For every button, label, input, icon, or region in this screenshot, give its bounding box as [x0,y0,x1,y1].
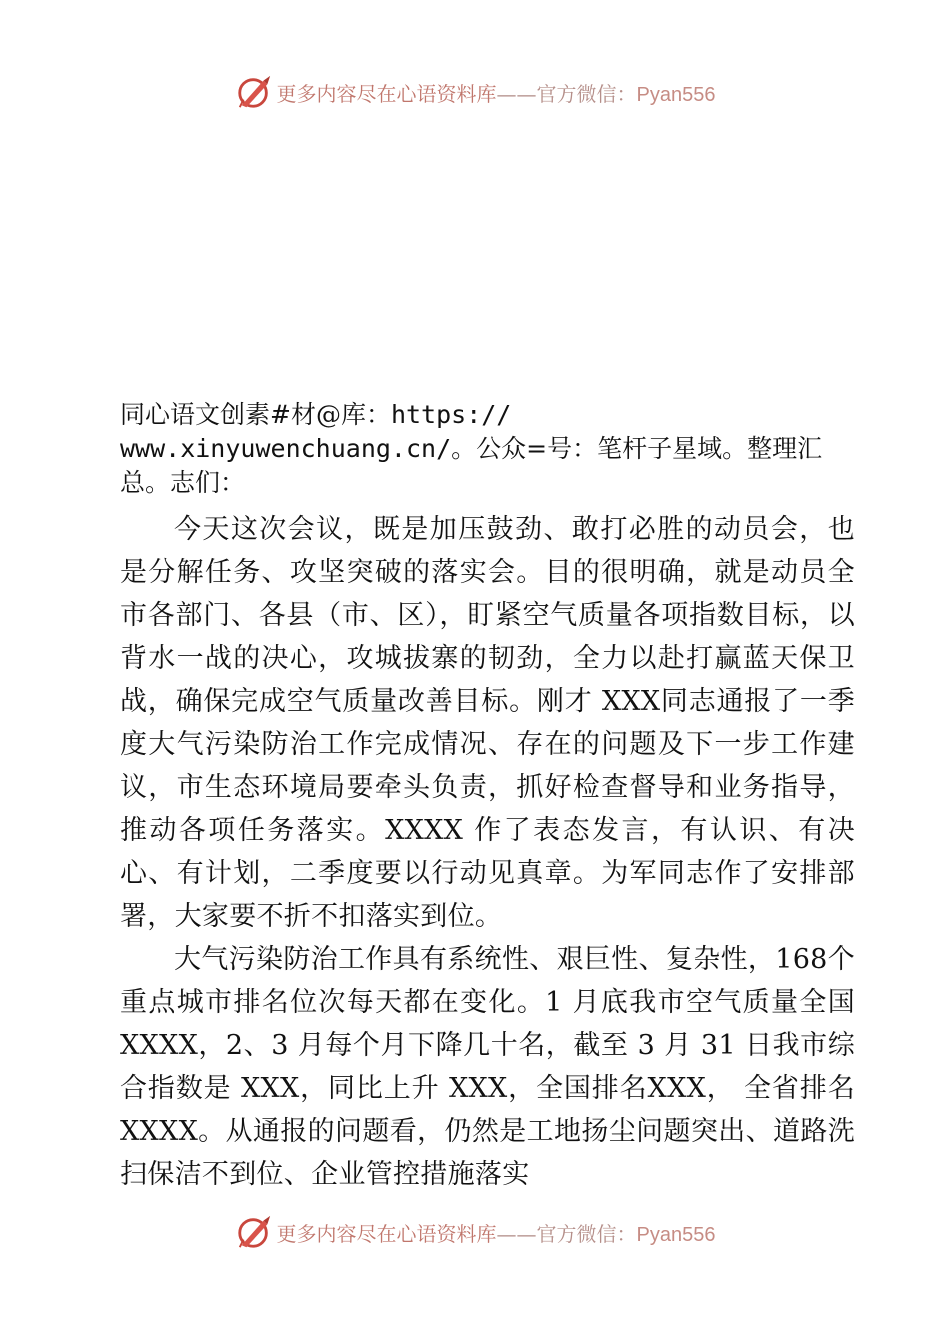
header-line-2-text: 。公众=号：笔杆子星域。整理汇 [451,434,823,463]
banner-text [277,78,716,107]
banner-main-text: 更多内容尽在心语资料库 [276,1221,497,1246]
banner-text [277,1218,716,1247]
header-line-1-text: 同心语文创素#材@库： [120,400,391,429]
header-url-part-1: https:// [390,400,512,429]
banner-sub-text: 官方微信： [536,81,637,106]
header-line-1 [120,398,855,432]
banner-main-text: 更多内容尽在心语资料库 [276,81,497,106]
watermark-banner-top [0,70,950,114]
paragraph-2: 大气污染防治工作具有系统性、艰巨性、复杂性，168个重点城市排名位次每天都在变化。1 月底我市空气质量全国 XXXX，2、3 月每个月下降几十名，截至 3 月 31 日我市综合指数是 XXX，同比上升 XXX，全国排名XXX， 全省排名 XXXX。从通报的问题看，仍然是工地扬尘问题突出、道路洗扫保洁不到位、企业管控措施落实 [120,944,855,1190]
paragraph-1: 今天这次会议，既是加压鼓劲、敢打必胜的动员会，也是分解任务、攻坚突破的落实会。目的很明确，就是动员全市各部门、各县（市、区），盯紧空气质量各项指数目标，以背水一战的决心，攻城拔寨的韧劲，全力以赴打赢蓝天保卫战，确保完成空气质量改善目标。刚才 XXX同志通报了一季度大气污染防治工作完成情况、存在的问题及下一步工作建议，市生态环境局要牵头负责，抓好检查督导和业务指导，推动各项任务落实。XXXX 作了表态发言，有认识、有决心、有计划，二季度要以行动见真章。为军同志作了安排部署，大家要不折不扣落实到位。 [120,514,855,932]
quill-logo-icon [235,1213,273,1251]
banner-wechat-id: Pyan556 [636,1223,716,1246]
banner-wechat-id: Pyan556 [636,83,716,106]
banner-dash: —— [496,81,537,106]
header-line-2 [120,432,855,466]
document-body [120,398,855,1196]
header-block [120,398,855,500]
watermark-banner-bottom [0,1210,950,1254]
banner-sub-text: 官方微信： [536,1221,637,1246]
banner-dash: —— [496,1221,537,1246]
header-line-3: 总。志们： [120,468,246,497]
header-url-part-2: www.xinyuwenchuang.cn/ [120,434,452,463]
quill-logo-icon [235,73,273,111]
